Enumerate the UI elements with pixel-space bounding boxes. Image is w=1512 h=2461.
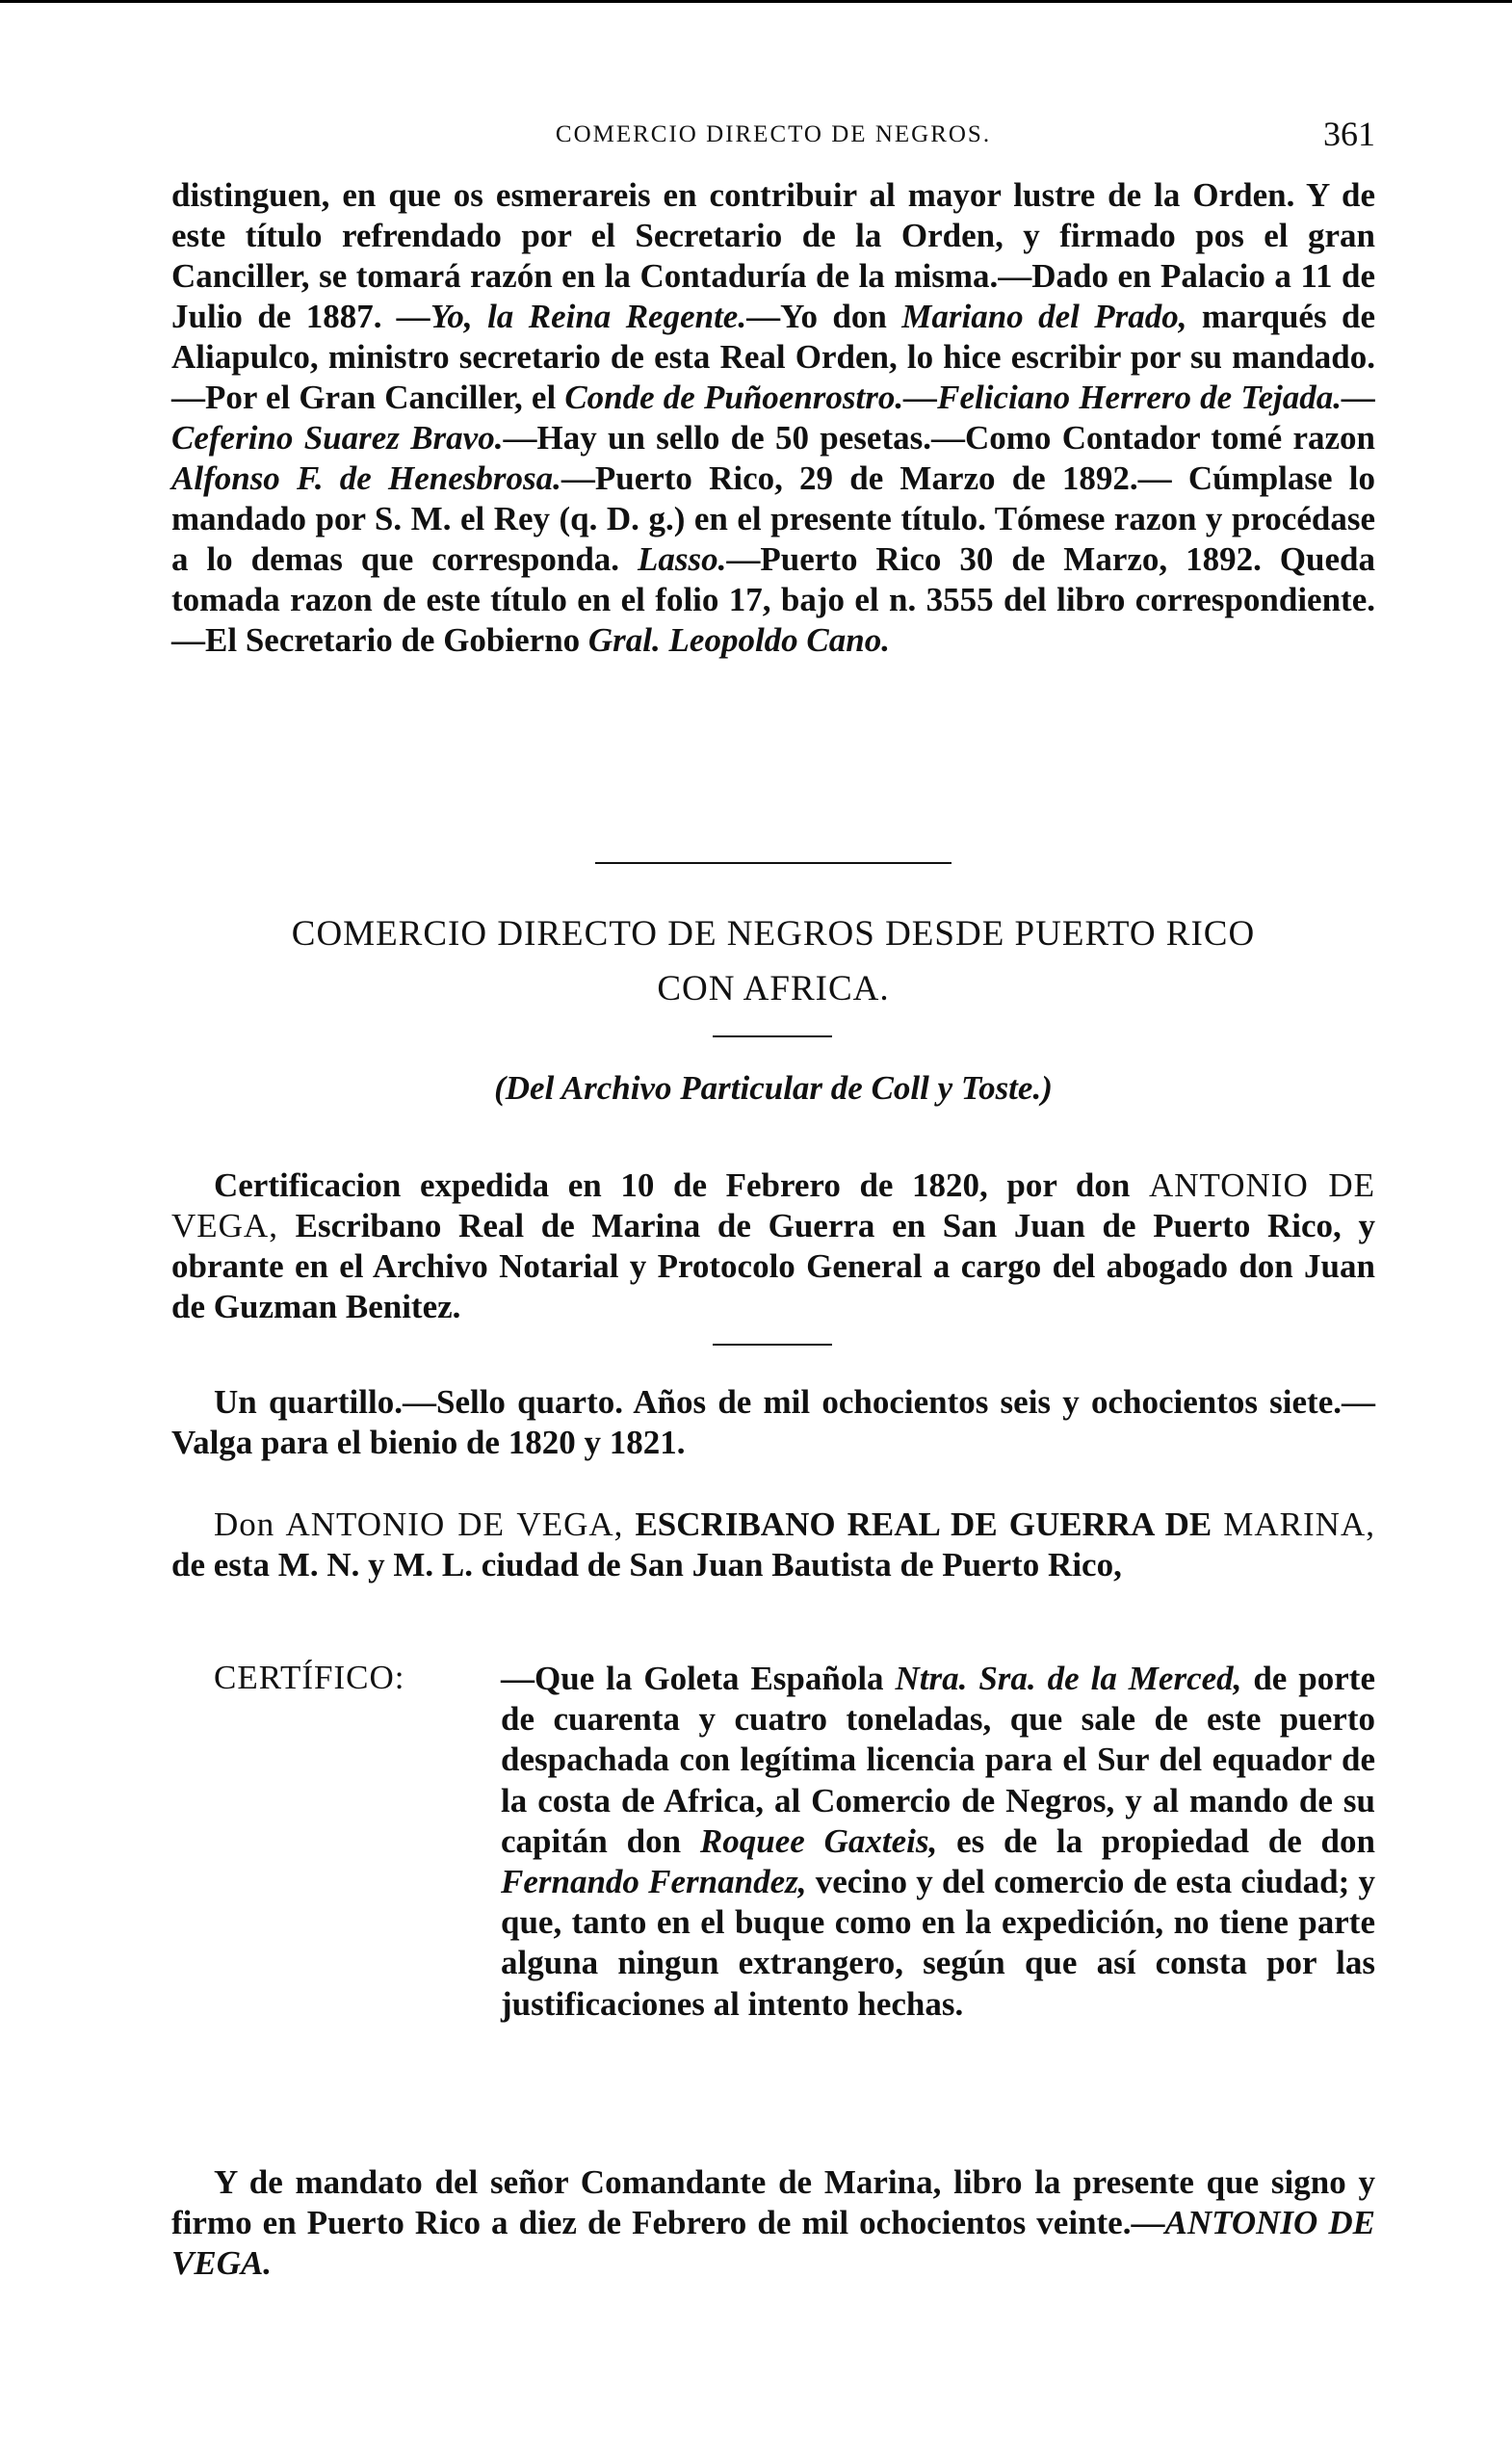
text-run: marqués de Aliapulco, ministro secretario de esta Real Orden, lo hice escribir por su mandado.—Por el Gran Canciller, el	[171, 298, 1375, 416]
italic-run: Gral. Leopoldo Cano.	[587, 621, 890, 659]
italic-run: Fernando Fernandez,	[501, 1863, 807, 1901]
text-run: de porte de cuarenta y cuatro toneladas, que sale de este puerto despachada con legítima licencia para el Sur del equador de la costa de Africa, al Comercio de Negros, y al mando de su capitán don	[501, 1660, 1375, 1860]
top-edge-rule	[0, 0, 1512, 3]
intro-divider	[713, 1344, 832, 1346]
intro-paragraph	[171, 1165, 1375, 1327]
text-run: —Yo don	[746, 298, 902, 335]
text-run: es de la propiedad de don	[937, 1821, 1375, 1860]
text-run: —Puerto Rico 30 de Marzo, 1892. Queda tomada razon de este título en el folio 17, bajo el n. 3555 del libro correspondiente. —El Secretario de Gobierno	[171, 540, 1375, 659]
source-text: Del Archivo Particular de Coll y Toste.	[505, 1069, 1042, 1107]
section-divider	[595, 862, 952, 864]
italic-run: Alfonso F. de Henesbrosa.	[171, 459, 561, 497]
signature: ANTONIO DE VEGA.	[171, 2204, 1376, 2282]
paren-close: )	[1041, 1069, 1053, 1107]
italic-run: Ntra. Sra. de la Merced,	[895, 1660, 1242, 1697]
text-run: —Puerto Rico, 29 de Marzo de 1892.— Cúmplase lo mandado por S. M. el Rey (q. D. g.) en el presente título. Tómese razon y procédase a lo demas que corresponda.	[171, 459, 1375, 578]
section-title-line-2: CON AFRICA.	[657, 969, 890, 1008]
text-run: Don	[214, 1505, 286, 1543]
small-caps-name: ANTONIO DE VEGA,	[171, 1166, 1376, 1244]
small-caps-name: ANTONIO DE VEGA,	[285, 1505, 624, 1543]
text-run: ESCRIBANO REAL DE GUERRA DE	[623, 1505, 1224, 1543]
continued-paragraph	[171, 175, 1375, 661]
certifico-label: CERTÍFICO:	[214, 1659, 405, 1696]
italic-run: Conde de Puñoenrostro.—Feliciano Herrero de Tejada.—Ceferino Suarez Bravo.	[171, 379, 1375, 457]
page-header	[171, 114, 1375, 160]
text-run: Certificacion expedida en 10 de Febrero de 1820, por don	[214, 1166, 1149, 1204]
page-number: 361	[1323, 115, 1375, 153]
text-run: distinguen, en que os esmerareis en contribuir al mayor lustre de la Orden. Y de este título refrendado por el Secretario de la Orden, y firmado pos el gran Canciller, se tomará razón en la Contaduría de la misma.—Dado en Palacio a 11 de Julio de 1887.	[171, 176, 1375, 335]
italic-run: —Yo, la Reina Regente.	[396, 298, 747, 335]
italic-run: Roquee Gaxteis,	[699, 1821, 938, 1860]
certifico-body	[501, 1659, 1375, 2025]
small-caps-word: MARINA,	[1223, 1505, 1375, 1543]
text-run: Y de mandato del señor Comandante de Marina, libro la presente que signo y firmo en Puerto Rico a diez de Febrero de mil ochocientos veinte.—	[171, 2163, 1375, 2241]
text-run: —Que la Goleta Española	[501, 1660, 896, 1697]
italic-run: Lasso.	[638, 540, 727, 578]
archive-source	[171, 1069, 1375, 1108]
section-title-line-1: COMERCIO DIRECTO DE NEGROS DESDE PUERTO RICO	[291, 914, 1256, 954]
paren-open: (	[494, 1069, 506, 1107]
closing-paragraph	[171, 2162, 1375, 2284]
italic-run: Mariano del Prado,	[901, 298, 1187, 335]
text-run: Escribano Real de Marina de Guerra en San Juan de Puerto Rico, y obrante en el Archivo Notarial y Protocolo General a cargo del abogado don Juan de Guzman Benitez.	[171, 1207, 1375, 1325]
seal-paragraph: Un quartillo.—Sello quarto. Años de mil ochocientos seis y ochocientos siete.—Valga para el bienio de 1820 y 1821.	[171, 1383, 1375, 1461]
text-run: de esta M. N. y M. L. ciudad de San Juan Bautista de Puerto Rico,	[171, 1546, 1122, 1584]
notary-paragraph	[171, 1505, 1375, 1585]
text-run: —Hay un sello de 50 pesetas.—Como Contador tomé razon	[503, 419, 1375, 457]
running-head: COMERCIO DIRECTO DE NEGROS.	[555, 121, 992, 147]
text-run: vecino y del comercio de esta ciudad; y que, tanto en el buque como en la expedición, no tiene parte alguna ningun extrangero, según que así consta por las justificaciones al intento hechas.	[501, 1863, 1375, 2023]
title-underline	[713, 1035, 832, 1037]
